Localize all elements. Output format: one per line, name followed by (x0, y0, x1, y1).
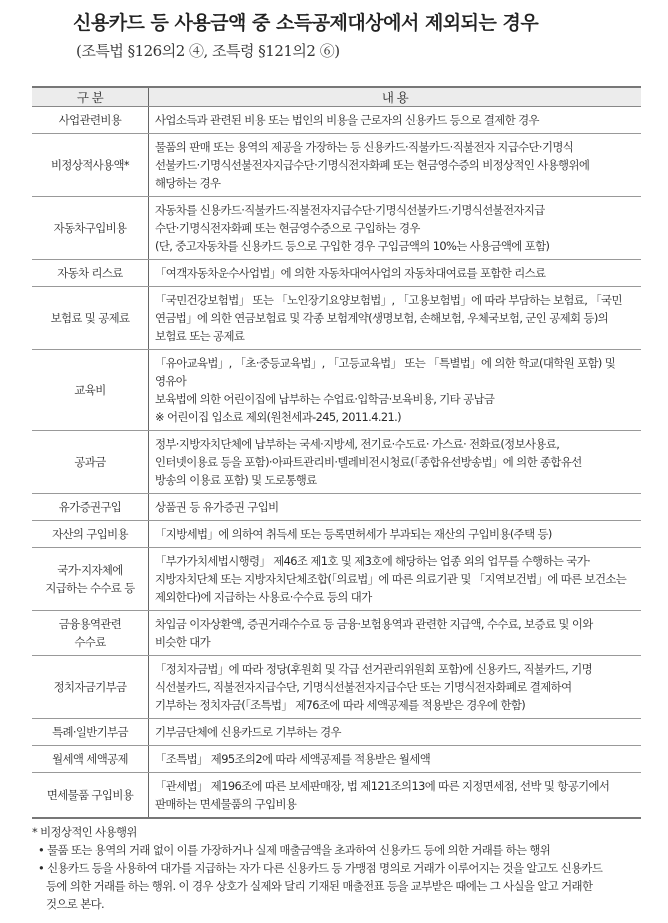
table-row (32, 431, 641, 494)
row-category: 월세액 세액공제 (32, 746, 149, 773)
content-line: 지방자치단체 또는 지방자치단체조합(「의료법」에 따른 의료기관 및 「지역보건법」에 따른 보건소는 (155, 572, 627, 586)
content-line: 「지방세법」에 의하여 취득세 또는 등록면허세가 부과되는 재산의 구입비용(주택 등) (155, 527, 552, 541)
content-line: 차입금 이자상환액, 증권거래수수료 등 금융·보험용역과 관련한 지급액, 수수료, 보증료 및 이와 (155, 617, 593, 631)
table-header-row (32, 87, 641, 107)
content-line: 선불카드·기명식선불전자지급수단·기명식전자화폐 또는 현금영수증의 비정상적인 사용행위에 (155, 158, 590, 172)
content-line: 사업소득과 관련된 비용 또는 법인의 비용을 근로자의 신용카드 등으로 결제한 경우 (155, 113, 539, 127)
row-category: 비정상적사용액* (32, 134, 149, 197)
table-row (32, 260, 641, 287)
content-line: 방송의 이용료 포함) 및 도로통행료 (155, 473, 317, 487)
row-category: 금융용역관련 수수료 (32, 611, 149, 656)
content-line: 자동차를 신용카드·직불카드·직불전자지급수단·기명식선불카드·기명식선불전자지급 (155, 203, 545, 217)
page-subtitle: (조특법 §126의2 ④, 조특령 §121의2 ⑥) (76, 42, 340, 60)
table-row (32, 611, 641, 656)
table-row (32, 107, 641, 134)
table-row (32, 656, 641, 719)
content-line: 비슷한 대가 (155, 635, 211, 649)
table-row (32, 134, 641, 197)
row-category: 면세물품 구입비용 (32, 773, 149, 819)
content-line: 「유아교육법」, 「초·중등교육법」, 「고등교육법」 또는 「특별법」에 의한 학교(대학원 포함) 및 영유아 (155, 356, 616, 388)
table-row (32, 287, 641, 350)
row-category: 자산의 구입비용 (32, 521, 149, 548)
row-content (149, 548, 642, 611)
row-category: 사업관련비용 (32, 107, 149, 134)
footnote-items (32, 841, 642, 913)
content-line: 수단·기명식전자화폐 또는 현금영수증으로 구입하는 경우 (155, 221, 420, 235)
footnotes (32, 823, 642, 913)
row-category: 교육비 (32, 350, 149, 431)
table-row (32, 548, 641, 611)
footnote-heading: * 비정상적인 사용행위 (32, 825, 137, 839)
content-line: 정부·지방자치단체에 납부하는 국세·지방세, 전기료·수도료· 가스료· 전화료(정보사용료, (155, 437, 560, 451)
content-line: 상품권 등 유가증권 구입비 (155, 500, 279, 514)
row-content (149, 431, 642, 494)
footnote-line: 등에 의한 거래를 하는 행위. 이 경우 상호가 실제와 달리 기재된 매출전표 등을 교부받은 때에는 그 사실을 알고 거래한 (46, 879, 593, 893)
content-line: 「여객자동차운수사업법」에 의한 자동차대여사업의 자동차대여료를 포함한 리스료 (155, 266, 546, 280)
exclusion-table (32, 86, 641, 819)
content-line: 식선불카드, 직불전자지급수단, 기명식선불전자지급수단 또는 기명식전자화폐로 결제하여 (155, 680, 572, 694)
content-line: 「정치자금법」에 따라 정당(후원회 및 각급 선거관리위원회 포함)에 신용카드, 직불카드, 기명 (155, 662, 593, 676)
row-category: 정치자금기부금 (32, 656, 149, 719)
row-category: 보험료 및 공제료 (32, 287, 149, 350)
content-line: 보험료 또는 공제료 (155, 329, 245, 343)
row-category: 특례·일반기부금 (32, 719, 149, 746)
row-content (149, 287, 642, 350)
content-line: 「관세법」 제196조에 따른 보세판매장, 법 제121조의13에 따른 지정면세점, 선박 및 항공기에서 (155, 779, 610, 793)
content-line: 보육법에 의한 어린이집에 납부하는 수업료·입학금·보육비용, 기타 공납금 (155, 392, 495, 406)
row-content (149, 611, 642, 656)
content-line: 해당하는 경우 (155, 176, 221, 190)
table-row (32, 746, 641, 773)
content-line: 「부가가치세법시행령」 제46조 제1호 및 제3호에 해당하는 업종 외의 업무를 수행하는 국가· (155, 554, 591, 568)
content-line: ※ 어린이집 입소료 제외(원천세과-245, 2011.4.21.) (155, 410, 402, 424)
content-line: 「국민건강보험법」 또는 「노인장기요양보험법」, 「고용보험법」에 따라 부담하는 보험료, 「국민 (155, 293, 622, 307)
table-row (32, 719, 641, 746)
content-line: 제외한다)에 지급하는 사용료·수수료 등의 대가 (155, 590, 372, 604)
row-content (149, 521, 642, 548)
page-title: 신용카드 등 사용금액 중 소득공제대상에서 제외되는 경우 (73, 12, 539, 34)
row-category: 자동차 리스료 (32, 260, 149, 287)
content-line: 기부금단체에 신용카드로 기부하는 경우 (155, 725, 341, 739)
row-content (149, 350, 642, 431)
row-content (149, 656, 642, 719)
content-line: (단, 중고자동차를 신용카드 등으로 구입한 경우 구입금액의 10%는 사용금액에 포함) (155, 239, 550, 253)
row-content (149, 719, 642, 746)
content-line: 인터넷이용료 등을 포함)·아파트관리비·텔레비전시청료(「종합유선방송법」에 의한 종합유선 (155, 455, 582, 469)
row-content (149, 260, 642, 287)
footnote-line: 것으로 본다. (46, 897, 105, 911)
row-category: 국가·지자체에 지급하는 수수료 등 (32, 548, 149, 611)
content-line: 기부하는 정치자금(「조특법」 제76조에 따라 세액공제를 적용받은 경우에 한함) (155, 698, 526, 712)
content-line: 판매하는 면세물품의 구입비용 (155, 797, 297, 811)
row-content (149, 197, 642, 260)
table-row (32, 521, 641, 548)
table-row (32, 773, 641, 819)
content-line: 연금법」에 의한 연금보험료 및 각종 보험계약(생명보험, 손해보험, 우체국보험, 군인 공제회 등)의 (155, 311, 609, 325)
header-content: 내 용 (149, 87, 642, 107)
row-content (149, 746, 642, 773)
table-row (32, 494, 641, 521)
content-line: 「조특법」 제95조의2에 따라 세액공제를 적용받은 월세액 (155, 752, 431, 766)
footnote-line: • 물품 또는 용역의 거래 없이 이를 가장하거나 실제 매출금액을 초과하여 신용카드 등에 의한 거래를 하는 행위 (38, 843, 551, 857)
row-content (149, 107, 642, 134)
table-row (32, 197, 641, 260)
header-category: 구 분 (32, 87, 149, 107)
row-content (149, 494, 642, 521)
row-category: 자동차구입비용 (32, 197, 149, 260)
footnote-line: • 신용카드 등을 사용하여 대가를 지급하는 자가 다른 신용카드 등 가맹점 명의로 거래가 이루어지는 것을 알고도 신용카드 (38, 861, 603, 875)
row-content (149, 134, 642, 197)
table-body (32, 107, 641, 819)
row-content (149, 773, 642, 819)
content-line: 물품의 판매 또는 용역의 제공을 가장하는 등 신용카드·직불카드·직불전자 지급수단·기명식 (155, 140, 574, 154)
row-category: 유가증권구입 (32, 494, 149, 521)
table-row (32, 350, 641, 431)
row-category: 공과금 (32, 431, 149, 494)
